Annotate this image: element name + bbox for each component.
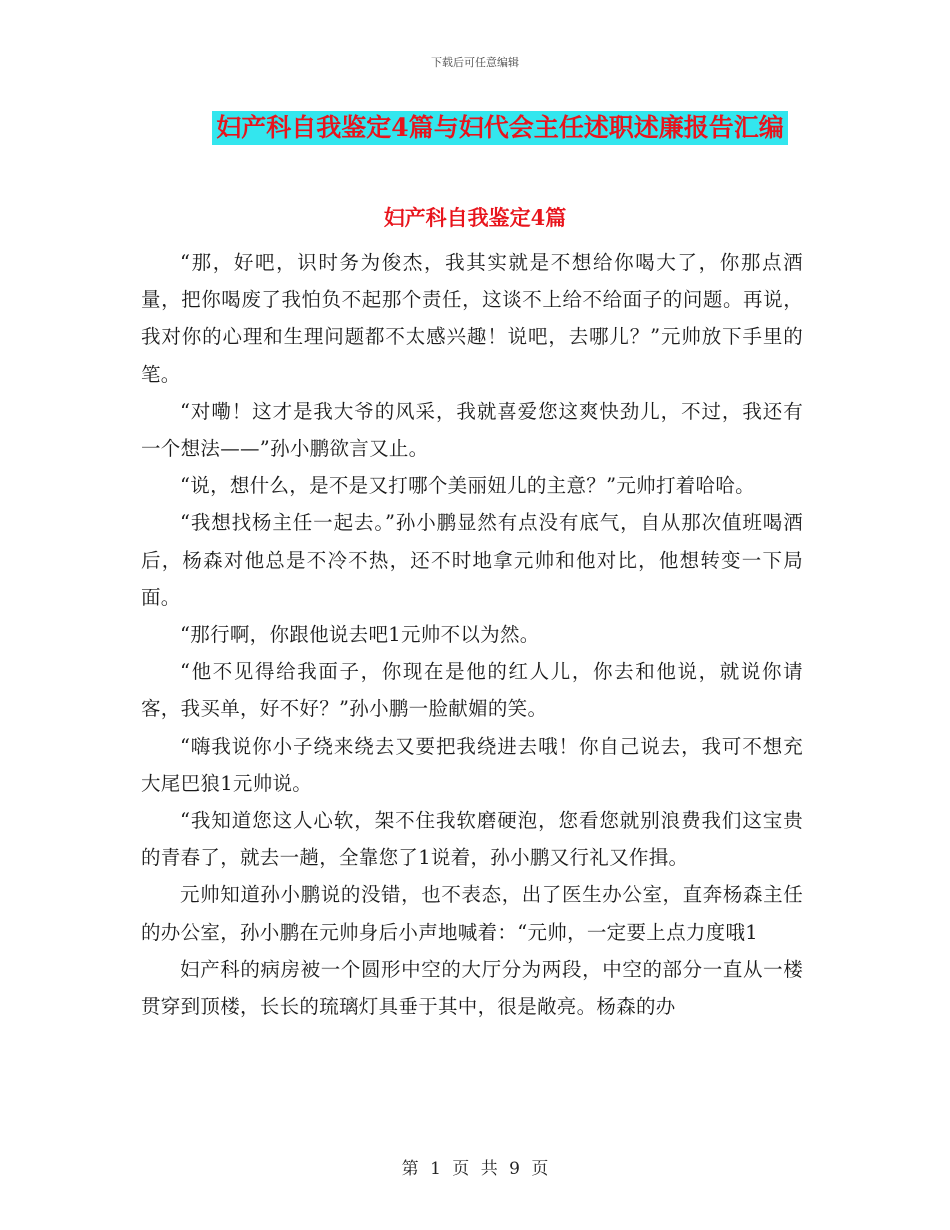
page-number-footer: 第 1 页 共 9 页 (401, 1159, 549, 1179)
paragraph: “嗨我说你小子绕来绕去又要把我绕进去哦！你自己说去，我可不想充大尾巴狼1元帅说。 (141, 734, 803, 795)
document-title-wrapper (0, 111, 950, 145)
paragraph: “那行啊，你跟他说去吧1元帅不以为然。 (180, 623, 540, 647)
paragraph: “他不见得给我面子，你现在是他的红人儿，你去和他说，就说你请客，我买单，好不好？”孙小鹏一脸献媚的笑。 (141, 660, 803, 721)
document-title: 妇产科自我鉴定4篇与妇代会主任述职述廉报告汇编 (212, 111, 787, 145)
paragraph: “那，好吧，识时务为俊杰，我其实就是不想给你喝大了，你那点酒量，把你喝废了我怕负不起那个责任，这谈不上给不给面子的问题。再说，我对你的心理和生理问题都不太感兴趣！说吧，去哪儿？”元帅放下手里的笔。 (141, 251, 803, 386)
paragraph: “说，想什么，是不是又打哪个美丽妞儿的主意？”元帅打着哈哈。 (180, 474, 755, 498)
section-title: 妇产科自我鉴定4篇 (383, 205, 567, 230)
paragraph: 元帅知道孙小鹏说的没错，也不表态，出了医生办公室，直奔杨森主任的办公室，孙小鹏在元帅身后小声地喊着：“元帅，一定要上点力度哦1 (141, 883, 803, 944)
header-note: 下载后可任意编辑 (431, 56, 519, 69)
paragraph: “我知道您这人心软，架不住我软磨硬泡，您看您就别浪费我们这宝贵的青春了，就去一趟，全靠您了1说着，孙小鹏又行礼又作揖。 (141, 809, 803, 870)
document-body (141, 244, 803, 1025)
paragraph: “对嘞！这才是我大爷的风采，我就喜爱您这爽快劲儿，不过，我还有一个想法——”孙小鹏欲言又止。 (141, 399, 803, 461)
paragraph: “我想找杨主任一起去。”孙小鹏显然有点没有底气，自从那次值班喝酒后，杨森对他总是不冷不热，还不时地拿元帅和他对比，他想转变一下局面。 (141, 511, 803, 609)
paragraph: 妇产科的病房被一个圆形中空的大厅分为两段，中空的部分一直从一楼贯穿到顶楼，长长的琉璃灯具垂于其中，很是敞亮。杨森的办 (141, 957, 803, 1019)
